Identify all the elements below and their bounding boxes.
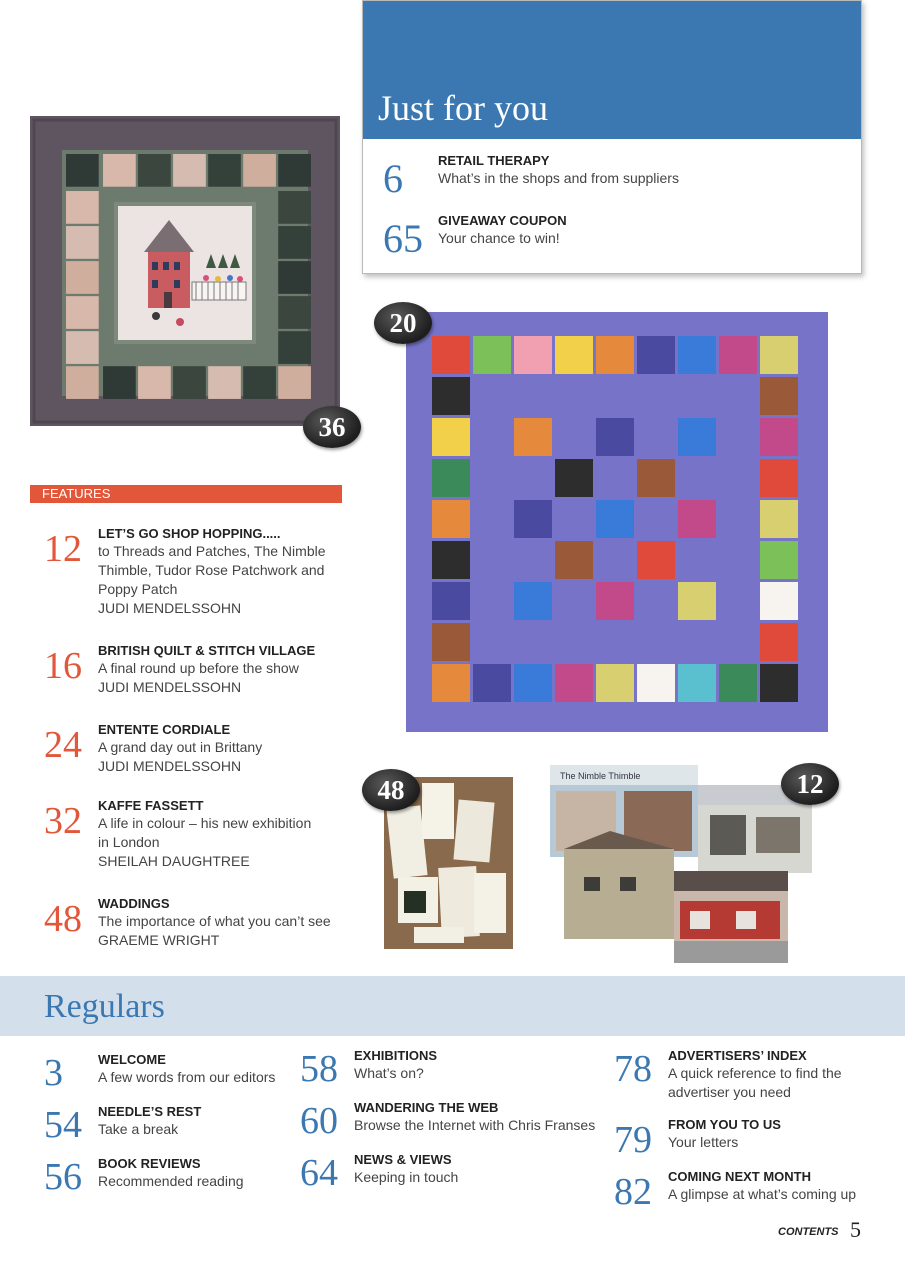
regular-coming-next-month[interactable]: [614, 1169, 874, 1213]
feature-line: A grand day out in Brittany: [98, 739, 263, 755]
regular-line: Take a break: [98, 1121, 179, 1137]
regular-book-reviews[interactable]: [44, 1156, 294, 1198]
just-for-you-header: [363, 1, 861, 139]
feature-title: BRITISH QUILT & STITCH VILLAGE: [98, 643, 316, 658]
regulars-title: Regulars: [44, 988, 165, 1025]
feature-line: A final round up before the show: [98, 660, 299, 676]
regular-title: COMING NEXT MONTH: [668, 1169, 811, 1184]
jfy-item-retail-therapy[interactable]: [363, 153, 861, 203]
item-title: GIVEAWAY COUPON: [438, 213, 567, 228]
regular-title: WANDERING THE WEB: [354, 1100, 499, 1115]
feature-line: to Threads and Patches, The Nimble: [98, 543, 326, 559]
page-number: 32: [44, 800, 82, 842]
regular-line: A quick reference to find the: [668, 1065, 842, 1081]
feature-line: Poppy Patch: [98, 581, 178, 597]
regular-title: ADVERTISERS’ INDEX: [668, 1048, 807, 1063]
regular-line: What’s on?: [354, 1065, 424, 1081]
feature-author: JUDI MENDELSSOHN: [98, 758, 242, 774]
page-number: 16: [44, 645, 82, 687]
page-badge-36[interactable]: 36: [303, 406, 361, 448]
regular-wandering-the-web[interactable]: [300, 1100, 605, 1142]
regular-needles-rest[interactable]: [44, 1104, 294, 1146]
page-number: 56: [44, 1156, 82, 1198]
squares-quilt-photo: [406, 312, 828, 732]
feature-author: JUDI MENDELSSOHN: [98, 600, 242, 616]
jfy-item-giveaway-coupon[interactable]: [363, 213, 861, 263]
feature-title: ENTENTE CORDIALE: [98, 722, 231, 737]
feature-author: JUDI MENDELSSOHN: [98, 679, 242, 695]
regular-from-you-to-us[interactable]: [614, 1117, 874, 1161]
page-number: 60: [300, 1100, 338, 1142]
regular-welcome[interactable]: [44, 1052, 294, 1094]
regular-title: BOOK REVIEWS: [98, 1156, 201, 1171]
regular-news-views[interactable]: [300, 1152, 605, 1194]
regulars-band: [0, 976, 905, 1036]
page-number: 6: [383, 156, 403, 201]
house-quilt-photo: [30, 116, 340, 426]
page-number: 65: [383, 216, 423, 261]
page-number: 24: [44, 724, 82, 766]
page-number: 79: [614, 1119, 652, 1161]
regular-line: Browse the Internet with Chris Franses: [354, 1117, 596, 1133]
feature-title: KAFFE FASSETT: [98, 798, 204, 813]
page-number: 48: [44, 898, 82, 940]
regular-line: A glimpse at what’s coming up: [668, 1186, 857, 1202]
page-badge-48[interactable]: 48: [362, 769, 420, 811]
feature-british-quilt-stitch-village[interactable]: [30, 643, 350, 699]
feature-title: WADDINGS: [98, 896, 170, 911]
regular-title: NEEDLE’S REST: [98, 1104, 202, 1119]
feature-author: GRAEME WRIGHT: [98, 932, 220, 948]
regular-line: A few words from our editors: [98, 1069, 276, 1085]
feature-line: in London: [98, 834, 160, 850]
feature-line: The importance of what you can’t see: [98, 913, 331, 929]
regular-advertisers-index[interactable]: [614, 1048, 874, 1100]
feature-waddings[interactable]: [30, 896, 350, 952]
page-number: 64: [300, 1152, 338, 1194]
section-label: CONTENTS: [778, 1226, 839, 1238]
page-number: 78: [614, 1048, 652, 1090]
page-number: 58: [300, 1048, 338, 1090]
page-number: 82: [614, 1171, 652, 1213]
regular-line: Recommended reading: [98, 1173, 244, 1189]
features-header: FEATURES: [30, 485, 342, 503]
shop-sign-text: The Nimble Thimble: [560, 771, 641, 781]
shops-photo-collage: [550, 765, 812, 963]
feature-entente-cordiale[interactable]: [30, 722, 350, 778]
regular-exhibitions[interactable]: [300, 1048, 605, 1090]
regular-title: EXHIBITIONS: [354, 1048, 438, 1063]
page-number: 3: [44, 1052, 63, 1094]
regular-title: WELCOME: [98, 1052, 166, 1067]
feature-author: SHEILAH DAUGHTREE: [98, 853, 250, 869]
just-for-you-box: [362, 0, 862, 274]
item-description: What’s in the shops and from suppliers: [438, 170, 679, 186]
regular-line: advertiser you need: [668, 1084, 791, 1100]
feature-line: Thimble, Tudor Rose Patchwork and: [98, 562, 325, 578]
feature-title: LET’S GO SHOP HOPPING.....: [98, 526, 281, 541]
feature-shop-hopping[interactable]: [30, 526, 350, 621]
feature-line: A life in colour – his new exhibition: [98, 815, 312, 831]
regular-title: FROM YOU TO US: [668, 1117, 781, 1132]
feature-kaffe-fassett[interactable]: [30, 798, 350, 874]
page-badge-12[interactable]: 12: [781, 763, 839, 805]
regular-title: NEWS & VIEWS: [354, 1152, 452, 1167]
regular-line: Your letters: [668, 1134, 739, 1150]
page-number: 12: [44, 528, 82, 570]
item-description: Your chance to win!: [438, 230, 560, 246]
page-folio: 5: [850, 1217, 861, 1242]
item-title: RETAIL THERAPY: [438, 153, 550, 168]
regular-line: Keeping in touch: [354, 1169, 459, 1185]
just-for-you-title: Just for you: [378, 88, 548, 128]
page-number: 54: [44, 1104, 82, 1146]
page-badge-20[interactable]: 20: [374, 302, 432, 344]
